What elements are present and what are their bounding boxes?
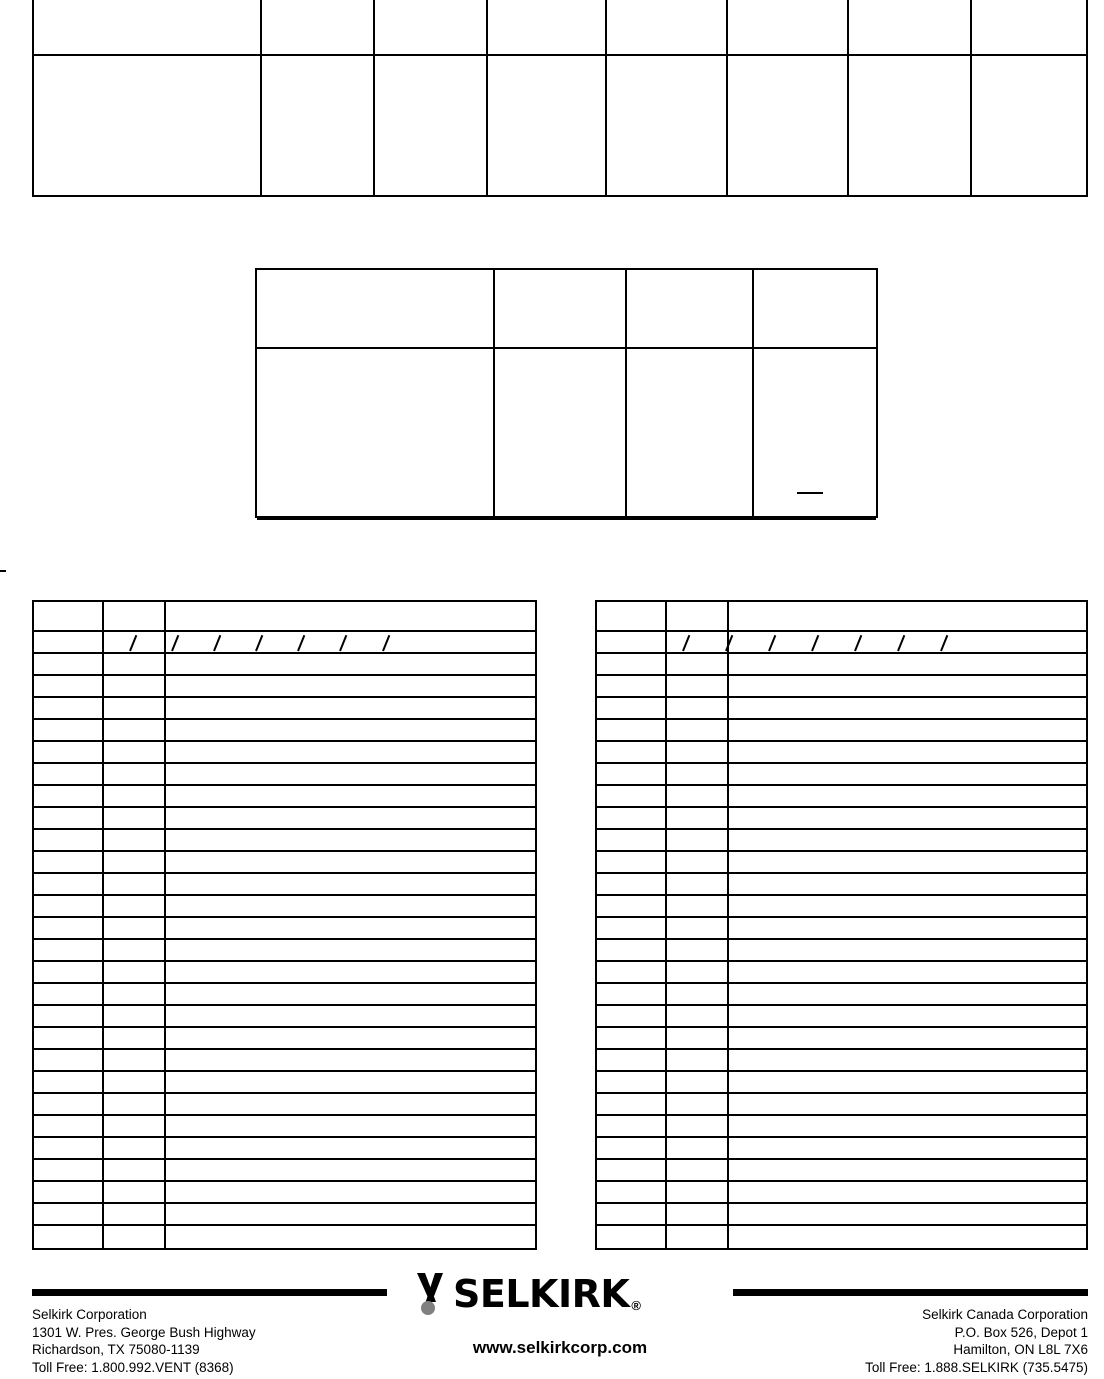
row-qty [597, 1204, 667, 1224]
row-part [667, 962, 729, 982]
parts-header-description [166, 602, 535, 630]
row-part [667, 830, 729, 850]
table-row [34, 56, 1086, 197]
selkirk-flame-icon [405, 1272, 451, 1316]
row-description [166, 874, 535, 894]
table-row [34, 962, 535, 984]
row-description [729, 852, 1086, 872]
row-description [166, 676, 535, 696]
address-left-line2: 1301 W. Pres. George Bush Highway [32, 1324, 256, 1340]
row-description [166, 896, 535, 916]
table-row [34, 720, 535, 742]
table-row [597, 1138, 1086, 1160]
table-row [597, 1072, 1086, 1094]
row-description [729, 984, 1086, 1004]
row-part [667, 786, 729, 806]
row-part [667, 676, 729, 696]
row-description [166, 786, 535, 806]
row-qty [597, 896, 667, 916]
row-qty [597, 1072, 667, 1092]
row-description [729, 1160, 1086, 1180]
row-description [166, 1050, 535, 1070]
parts-list-left [32, 600, 537, 1250]
row-part [104, 830, 166, 850]
spec-body-cell-3 [375, 56, 488, 197]
parts-header-part [667, 602, 729, 630]
row-description [166, 984, 535, 1004]
row-part [104, 1094, 166, 1114]
parts-subheader-description [729, 654, 1086, 674]
row-part [104, 1204, 166, 1224]
row-part [104, 808, 166, 828]
row-description [729, 1182, 1086, 1202]
parts-header-qty [34, 602, 104, 630]
table-row [597, 676, 1086, 698]
row-qty [34, 1160, 104, 1180]
table-row [34, 1094, 535, 1116]
row-part [104, 1116, 166, 1136]
table-row [597, 1226, 1086, 1248]
selkirk-wordmark: SELKIRK [453, 1272, 630, 1316]
row-qty [34, 984, 104, 1004]
row-description [729, 1204, 1086, 1224]
table-row [597, 1028, 1086, 1050]
parts-subheader-qty [34, 654, 104, 674]
row-description [166, 1006, 535, 1026]
row-qty [34, 1094, 104, 1114]
row-qty [34, 1006, 104, 1026]
table-row [257, 270, 876, 349]
row-qty [34, 720, 104, 740]
row-qty [34, 1204, 104, 1224]
table-row [597, 940, 1086, 962]
row-part [104, 984, 166, 1004]
spec-body-cell-1 [34, 56, 262, 197]
table-row [34, 742, 535, 764]
table-row [34, 1138, 535, 1160]
row-qty [597, 720, 667, 740]
row-description [729, 1006, 1086, 1026]
row-qty [34, 1226, 104, 1248]
row-qty [34, 1116, 104, 1136]
row-description [166, 1072, 535, 1092]
row-description [729, 1028, 1086, 1048]
row-qty [34, 1182, 104, 1202]
row-part [667, 896, 729, 916]
row-qty [597, 1116, 667, 1136]
parts-subheader-row [34, 654, 535, 676]
row-description [166, 1226, 535, 1248]
row-qty [597, 1028, 667, 1048]
slash-row-part [667, 632, 729, 652]
table-row [597, 1094, 1086, 1116]
table-row [34, 1182, 535, 1204]
spec-header-cell-1 [34, 0, 262, 56]
row-description [729, 698, 1086, 718]
spec-header-cell-7 [849, 0, 972, 56]
table-row [34, 940, 535, 962]
table-row [34, 1160, 535, 1182]
address-right-line3: Hamilton, ON L8L 7X6 [953, 1342, 1088, 1357]
row-part [667, 984, 729, 1004]
row-description [729, 940, 1086, 960]
row-part [104, 918, 166, 938]
parts-subheader-qty [597, 654, 667, 674]
parts-subheader-part [667, 654, 729, 674]
row-description [729, 896, 1086, 916]
table-row [597, 918, 1086, 940]
slash-row-qty [34, 632, 104, 652]
table-row [34, 808, 535, 830]
row-part [667, 1006, 729, 1026]
parts-header-row [597, 602, 1086, 632]
row-part [667, 1160, 729, 1180]
address-left [32, 1306, 256, 1376]
row-qty [597, 874, 667, 894]
row-qty [597, 918, 667, 938]
parts-subheader-description [166, 654, 535, 674]
table-row [34, 676, 535, 698]
table-row [34, 1204, 535, 1226]
slash-row-part [104, 632, 166, 652]
middle-header-cell-2 [495, 270, 627, 349]
row-part [104, 720, 166, 740]
middle-body-cell-2 [495, 349, 627, 520]
row-description [729, 1094, 1086, 1114]
row-part [667, 1028, 729, 1048]
row-description [729, 1050, 1086, 1070]
table-row [597, 808, 1086, 830]
row-part [104, 742, 166, 762]
table-row [34, 852, 535, 874]
margin-tick-mark [0, 570, 6, 572]
footer-rule-left [32, 1289, 387, 1296]
table-row [34, 1028, 535, 1050]
row-qty [597, 1226, 667, 1248]
row-qty [597, 852, 667, 872]
row-qty [34, 676, 104, 696]
row-description [729, 874, 1086, 894]
row-qty [597, 1138, 667, 1158]
table-row [34, 0, 1086, 56]
table-row [34, 830, 535, 852]
dash-mark [797, 492, 823, 494]
row-qty [597, 1094, 667, 1114]
row-qty [34, 940, 104, 960]
row-description [166, 1094, 535, 1114]
column-divider-mark [752, 286, 754, 336]
row-description [166, 1138, 535, 1158]
registered-trademark-icon: ® [631, 1298, 641, 1313]
row-qty [597, 830, 667, 850]
row-part [667, 852, 729, 872]
diagonal-separators [729, 632, 1086, 652]
row-qty [597, 786, 667, 806]
row-description [729, 1072, 1086, 1092]
row-part [667, 720, 729, 740]
row-part [667, 918, 729, 938]
table-row [597, 1160, 1086, 1182]
row-description [729, 1138, 1086, 1158]
row-description [166, 852, 535, 872]
parts-header-part [104, 602, 166, 630]
table-row [597, 720, 1086, 742]
row-description [729, 786, 1086, 806]
spec-header-cell-3 [375, 0, 488, 56]
row-part [667, 742, 729, 762]
row-part [104, 940, 166, 960]
row-qty [597, 764, 667, 784]
row-part [104, 852, 166, 872]
address-right-line1: Selkirk Canada Corporation [922, 1307, 1088, 1322]
row-description [166, 1028, 535, 1048]
row-description [729, 720, 1086, 740]
row-description [166, 808, 535, 828]
row-qty [34, 698, 104, 718]
row-part [667, 1226, 729, 1248]
parts-list-right [595, 600, 1088, 1250]
spec-body-cell-8 [972, 56, 1086, 197]
row-qty [34, 852, 104, 872]
row-description [729, 962, 1086, 982]
row-part [104, 676, 166, 696]
row-qty [34, 896, 104, 916]
row-qty [34, 874, 104, 894]
table-row [597, 742, 1086, 764]
row-description [166, 1204, 535, 1224]
table-row [597, 962, 1086, 984]
row-description [166, 1116, 535, 1136]
table-row [34, 874, 535, 896]
table-row [597, 896, 1086, 918]
parts-header-row [34, 602, 535, 632]
row-part [104, 1226, 166, 1248]
row-description [729, 1226, 1086, 1248]
table-row [34, 1072, 535, 1094]
row-description [729, 742, 1086, 762]
table-row [597, 852, 1086, 874]
row-part [104, 786, 166, 806]
row-description [166, 698, 535, 718]
row-description [166, 764, 535, 784]
row-description [729, 808, 1086, 828]
spec-header-cell-2 [262, 0, 375, 56]
row-qty [34, 830, 104, 850]
row-qty [597, 698, 667, 718]
row-description [729, 830, 1086, 850]
row-part [104, 896, 166, 916]
table-row [34, 1050, 535, 1072]
row-part [667, 874, 729, 894]
table-row [597, 830, 1086, 852]
row-part [104, 1160, 166, 1180]
row-part [104, 1138, 166, 1158]
row-description [166, 742, 535, 762]
table-row [34, 1006, 535, 1028]
row-description [166, 918, 535, 938]
parts-size-slash-row [34, 632, 535, 654]
row-part [667, 940, 729, 960]
footer-rule-right [733, 1289, 1088, 1296]
table-row [597, 1006, 1086, 1028]
table-row [34, 984, 535, 1006]
website-url[interactable]: www.selkirkcorp.com [472, 1338, 648, 1357]
row-part [104, 962, 166, 982]
address-right [865, 1306, 1088, 1376]
middle-body-cell-1 [257, 349, 495, 520]
spec-header-cell-5 [607, 0, 728, 56]
parts-header-description [729, 602, 1086, 630]
row-qty [597, 808, 667, 828]
row-qty [34, 962, 104, 982]
row-description [729, 918, 1086, 938]
row-part [104, 874, 166, 894]
spec-body-cell-7 [849, 56, 972, 197]
table-row [34, 698, 535, 720]
row-description [166, 1182, 535, 1202]
selkirk-logo [405, 1270, 715, 1318]
row-part [104, 1006, 166, 1026]
row-qty [597, 1050, 667, 1070]
spec-header-cell-8 [972, 0, 1086, 56]
secondary-specification-table [255, 268, 878, 518]
row-part [667, 1182, 729, 1202]
row-qty [597, 676, 667, 696]
row-part [104, 764, 166, 784]
row-part [104, 1050, 166, 1070]
parts-subheader-part [104, 654, 166, 674]
address-left-line1: Selkirk Corporation [32, 1307, 147, 1322]
address-right-line4: Toll Free: 1.888.SELKIRK (735.5475) [865, 1359, 1088, 1375]
row-description [166, 720, 535, 740]
row-description [166, 1160, 535, 1180]
row-description [729, 764, 1086, 784]
parts-subheader-row [597, 654, 1086, 676]
row-qty [34, 1028, 104, 1048]
table-row [597, 874, 1086, 896]
address-right-line2: P.O. Box 526, Depot 1 [954, 1324, 1088, 1340]
table-row [34, 786, 535, 808]
table-row [597, 698, 1086, 720]
row-part [104, 1028, 166, 1048]
table-row [597, 764, 1086, 786]
parts-header-qty [597, 602, 667, 630]
table-row [34, 918, 535, 940]
row-part [104, 1072, 166, 1092]
spec-body-cell-2 [262, 56, 375, 197]
spec-body-cell-5 [607, 56, 728, 197]
table-row [257, 349, 876, 520]
slash-row-description [166, 632, 535, 652]
row-description [166, 962, 535, 982]
row-qty [597, 1160, 667, 1180]
table-row [34, 1116, 535, 1138]
middle-header-cell-3 [627, 270, 754, 349]
table-row [34, 764, 535, 786]
row-qty [34, 786, 104, 806]
middle-header-cell-4 [754, 270, 876, 349]
row-part [667, 808, 729, 828]
row-part [104, 1182, 166, 1202]
row-qty [597, 962, 667, 982]
row-qty [597, 742, 667, 762]
spec-body-cell-4 [488, 56, 607, 197]
spec-body-cell-6 [728, 56, 849, 197]
table-row [597, 786, 1086, 808]
parts-size-slash-row [597, 632, 1086, 654]
middle-header-cell-1 [257, 270, 495, 349]
row-part [667, 1138, 729, 1158]
row-qty [597, 940, 667, 960]
row-part [667, 698, 729, 718]
address-left-line4: Toll Free: 1.800.992.VENT (8368) [32, 1359, 234, 1375]
row-description [166, 940, 535, 960]
row-part [667, 764, 729, 784]
row-part [104, 698, 166, 718]
table-row [597, 1050, 1086, 1072]
row-qty [597, 984, 667, 1004]
row-qty [34, 1138, 104, 1158]
specification-table [32, 0, 1088, 197]
row-qty [34, 808, 104, 828]
row-part [667, 1050, 729, 1070]
row-qty [34, 742, 104, 762]
row-description [729, 676, 1086, 696]
slash-row-qty [597, 632, 667, 652]
middle-body-cell-3 [627, 349, 754, 520]
table-row [597, 1182, 1086, 1204]
row-part [667, 1204, 729, 1224]
spec-header-cell-6 [728, 0, 849, 56]
row-qty [34, 1072, 104, 1092]
row-qty [597, 1182, 667, 1202]
diagonal-separators [166, 632, 535, 652]
row-part [667, 1072, 729, 1092]
row-qty [34, 764, 104, 784]
row-qty [597, 1006, 667, 1026]
row-part [667, 1116, 729, 1136]
table-row [597, 1116, 1086, 1138]
middle-body-cell-4 [754, 349, 876, 520]
row-description [166, 830, 535, 850]
spec-header-cell-4 [488, 0, 607, 56]
row-qty [34, 918, 104, 938]
table-row [34, 1226, 535, 1248]
slash-row-description [729, 632, 1086, 652]
table-row [597, 1204, 1086, 1226]
row-description [729, 1116, 1086, 1136]
row-part [667, 1094, 729, 1114]
row-qty [34, 1050, 104, 1070]
page-footer [0, 1270, 1104, 1379]
address-left-line3: Richardson, TX 75080-1139 [32, 1342, 200, 1357]
table-row [34, 896, 535, 918]
table-row [597, 984, 1086, 1006]
